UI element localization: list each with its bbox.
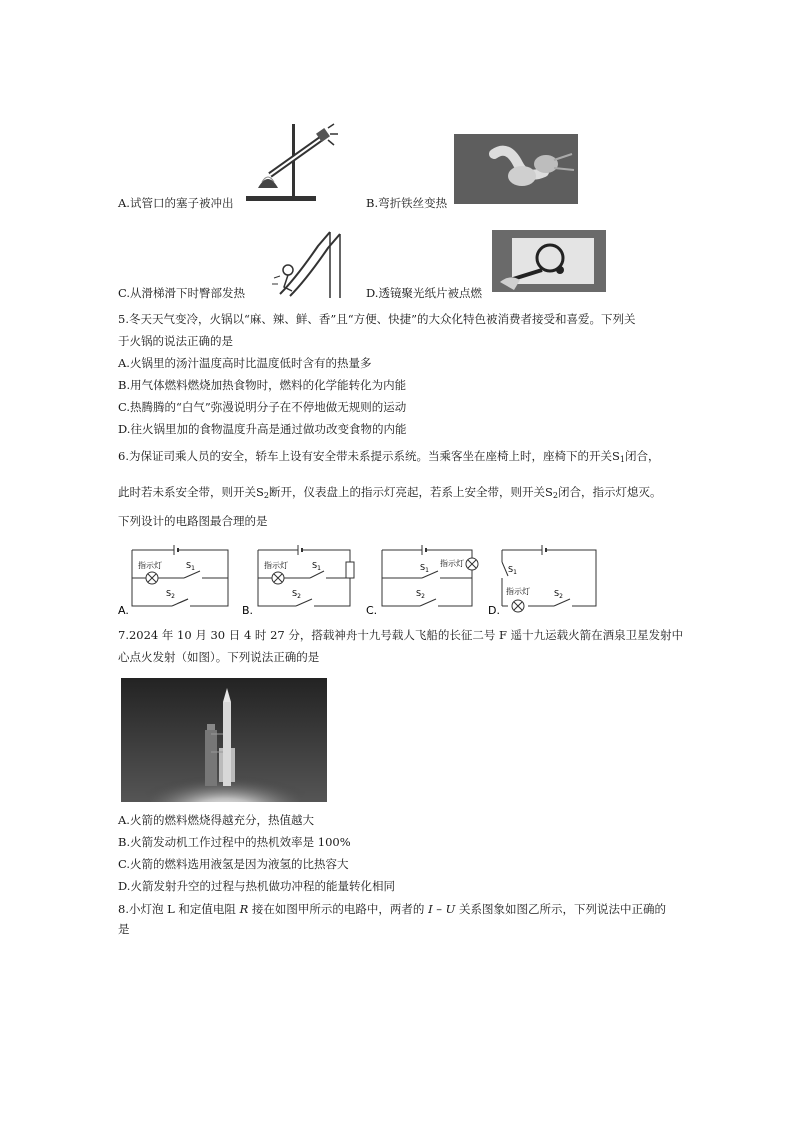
q7-option-a: A.火箭的燃料燃烧得越充分，热值越大 [118, 813, 314, 827]
q8-line1-text-a: 8.小灯泡 L 和定值电阻 [118, 902, 236, 916]
circuit-a-s2-sub: 2 [171, 593, 175, 600]
circuit-d-s1-letter: S [508, 565, 514, 574]
q7-stem-line2: 心点火发射（如图）。下列说法正确的是 [118, 650, 320, 664]
q6-switch-s2-b [545, 485, 558, 499]
circuit-b-s1-sub: 1 [317, 565, 321, 572]
circuit-diagram-a [116, 540, 236, 618]
q7-stem-line1: 7.2024 年 10 月 30 日 4 时 27 分，搭载神舟十九号载人飞船的长征二号 F 遥十九运载火箭在酒泉卫星发射中 [118, 628, 684, 642]
circuit-b-s1 [312, 561, 321, 572]
circuit-b-s2-letter: S [292, 589, 298, 598]
q8-line1-text-b: 接在如图甲所示的电路中，两者的 [251, 902, 425, 916]
q6-s2a-letter: S [256, 485, 264, 499]
q8-stem-line1 [118, 902, 666, 917]
bending-wire-photo [454, 134, 578, 204]
q6-s2b-letter: S [544, 485, 553, 499]
circuit-a-s1 [186, 561, 195, 572]
circuit-b-label: B. [242, 604, 254, 617]
circuit-c-s2-letter: S [416, 589, 422, 598]
q7-option-d: D.火箭发射升空的过程与热机做功冲程的能量转化相同 [118, 879, 395, 893]
circuit-a-s1-letter: S [186, 561, 192, 570]
q5-stem-line2: 于火锅的说法正确的是 [118, 334, 233, 348]
q6-line2-text-c: 闭合，指示灯熄灭。 [557, 485, 662, 499]
circuit-a-s1-sub: 1 [191, 565, 195, 572]
circuit-d-label: D. [488, 604, 500, 617]
lens-focus-photo [492, 230, 606, 292]
circuit-c-s1-letter: S [420, 563, 426, 572]
circuit-diagram-d [488, 540, 604, 618]
q6-switch-s1 [612, 449, 625, 463]
q4-option-a: A.试管口的塞子被冲出 [118, 196, 234, 210]
circuit-a-lamp: 指示灯 [138, 561, 162, 570]
circuit-c-s1-sub: 1 [425, 567, 429, 574]
circuit-diagram-c [364, 540, 488, 618]
q6-s2b-sub: 2 [552, 491, 558, 500]
circuit-d-s2 [554, 589, 563, 600]
rocket-launch-photo [121, 678, 327, 802]
circuit-diagram-b [240, 540, 360, 618]
q8-stem-line2: 是 [118, 922, 130, 936]
circuit-b-s2 [292, 589, 301, 600]
circuit-c-s2 [416, 589, 425, 600]
q5-stem-line1: 5.冬天天气变冷，火锅以“麻、辣、鲜、香”且“方便、快捷”的大众化特色被消费者接受和喜爱。下列关 [118, 312, 636, 326]
q6-stem-line3: 下列设计的电路图最合理的是 [118, 514, 268, 528]
circuit-b-s1-letter: S [312, 561, 318, 570]
q8-var-iu: I – U [428, 902, 456, 916]
circuit-c-label: C. [366, 604, 378, 617]
q8-line1-text-c: 关系图象如图乙所示，下列说法中正确的 [459, 902, 667, 916]
q6-s1-letter: S [611, 449, 620, 463]
circuit-d-s2-sub: 2 [559, 593, 563, 600]
circuit-a-label: A. [118, 604, 129, 617]
slide-illustration [256, 228, 352, 300]
q6-line2-text-a: 此时若未系安全带，则开关 [118, 485, 256, 499]
q5-option-c: C.热腾腾的“白气”弥漫说明分子在不停地做无规则的运动 [118, 400, 407, 414]
q5-option-b: B.用气体燃料燃烧加热食物时，燃料的化学能转化为内能 [118, 378, 407, 392]
q7-option-b: B.火箭发动机工作过程中的热机效率是 100% [118, 835, 351, 849]
q6-stem-line2 [118, 485, 661, 503]
q6-line1-text: 6.为保证司乘人员的安全，轿车上设有安全带未系提示系统。当乘客坐在座椅上时，座椅下的开关 [118, 449, 612, 463]
circuit-d-s1 [508, 565, 517, 576]
q8-var-r: R [239, 902, 249, 916]
circuit-d-s2-letter: S [554, 589, 560, 598]
q6-line1-end: 闭合， [624, 449, 660, 463]
circuit-a-s2-letter: S [166, 589, 172, 598]
q6-s2a-sub: 2 [263, 491, 269, 500]
circuit-a-s2 [166, 589, 175, 600]
circuit-c-lamp: 指示灯 [440, 559, 464, 568]
q6-stem-line1 [118, 449, 659, 467]
q5-option-a: A.火锅里的汤汁温度高时比温度低时含有的热量多 [118, 356, 372, 370]
circuit-b-s2-sub: 2 [297, 593, 301, 600]
q6-line2-text-b: 断开，仪表盘上的指示灯亮起，若系上安全带，则开关 [268, 485, 545, 499]
q4-option-d: D.透镜聚光纸片被点燃 [366, 286, 482, 300]
q4-option-c: C.从滑梯滑下时臀部发热 [118, 286, 246, 300]
circuit-b-lamp: 指示灯 [264, 561, 288, 570]
q6-s1-sub: 1 [619, 455, 625, 464]
q7-option-c: C.火箭的燃料选用液氢是因为液氢的比热容大 [118, 857, 349, 871]
test-tube-stopper-illustration [240, 120, 340, 208]
circuit-d-s1-sub: 1 [513, 569, 517, 576]
circuit-c-s1 [420, 563, 429, 574]
circuit-d-lamp: 指示灯 [506, 587, 530, 596]
circuit-c-s2-sub: 2 [421, 593, 425, 600]
q6-switch-s2-a [256, 485, 269, 499]
q5-option-d: D.往火锅里加的食物温度升高是通过做功改变食物的内能 [118, 422, 407, 436]
q4-option-b: B.弯折铁丝变热 [366, 196, 448, 210]
